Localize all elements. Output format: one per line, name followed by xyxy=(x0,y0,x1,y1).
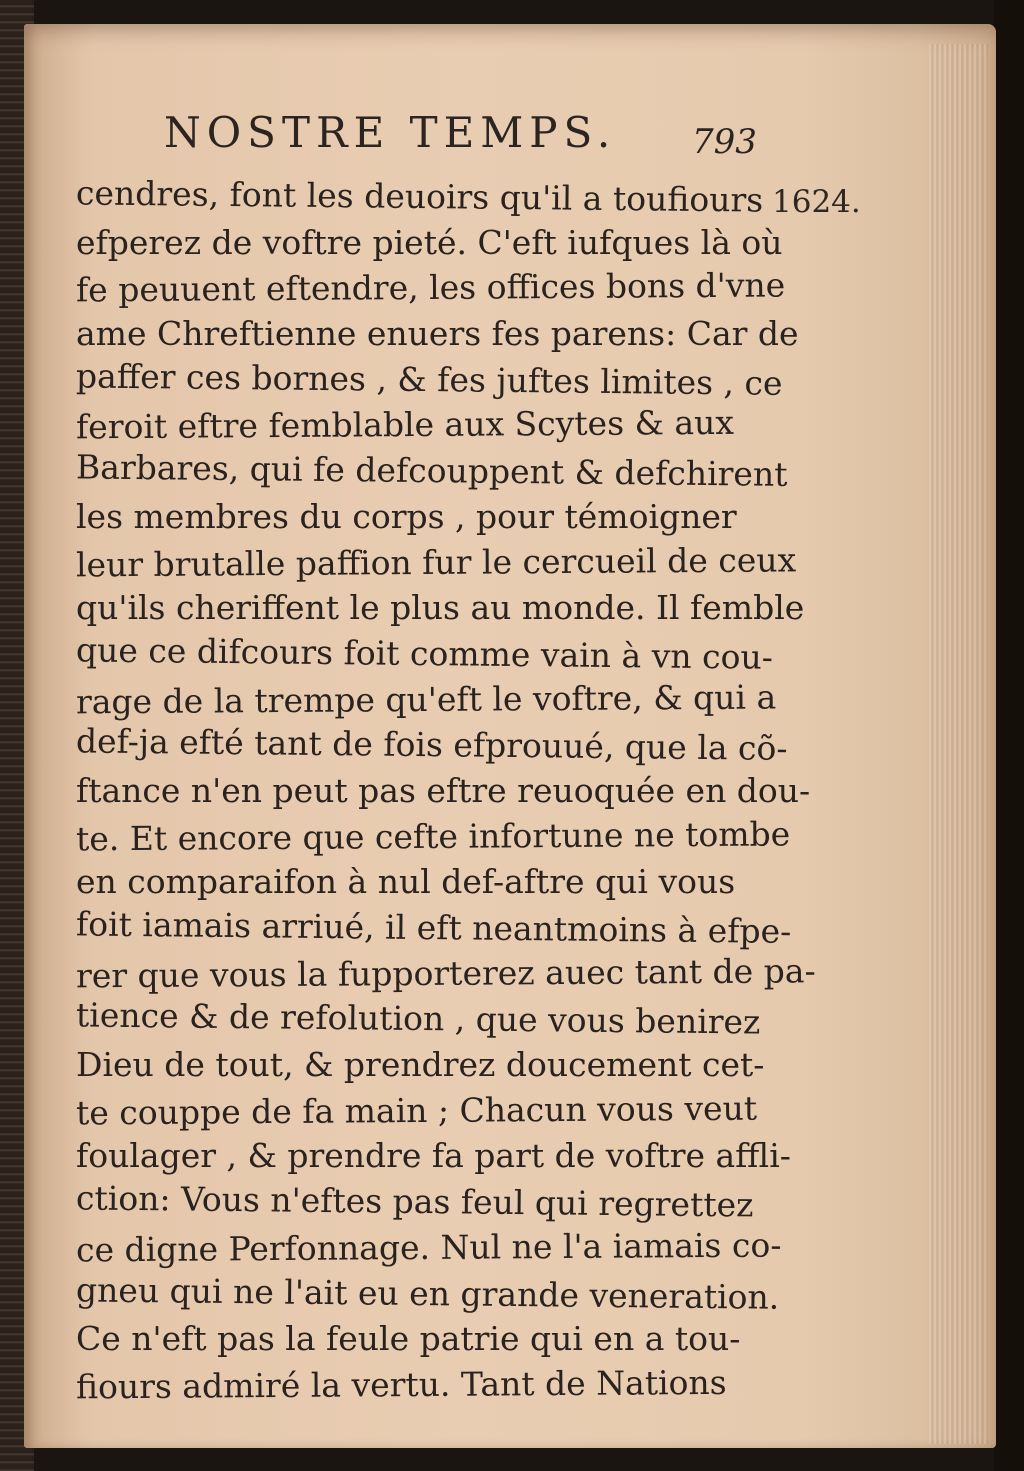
page-number: 793 xyxy=(692,122,757,162)
running-title: NOSTRE TEMPS. xyxy=(164,108,617,157)
text-line: te couppe de fa main ; Chacun vous veut xyxy=(75,1088,758,1133)
text-line: en comparaifon à nul def-aftre qui vous xyxy=(76,862,736,902)
text-line: foit iamais arriué, il eft neantmoins à efpe- xyxy=(75,904,792,951)
text-line: efperez de voftre pieté. C'eft iufques là où xyxy=(76,222,783,262)
text-line: ame Chreftienne enuers fes parens: Car de xyxy=(76,314,799,354)
book-fore-edge-right xyxy=(994,0,1024,1471)
text-line: feroit eftre femblable aux Scytes & aux xyxy=(75,403,735,447)
text-line: Dieu de tout, & prendrez doucement cet- xyxy=(76,1045,765,1085)
text-line: cendres, font les deuoirs qu'il a toufiours xyxy=(75,173,764,220)
text-line: que ce difcours foit comme vain à vn cou- xyxy=(75,630,774,677)
text-line: gneu qui ne l'ait eu en grande veneration. xyxy=(75,1269,780,1317)
text-line: leur brutalle paffion fur le cercueil de ceux xyxy=(75,539,797,584)
text-line: ce digne Perfonnage. Nul ne l'a iamais co- xyxy=(75,1225,782,1270)
text-line: te. Et encore que cefte infortune ne tombe xyxy=(75,814,791,859)
margin-year-note: 1624. xyxy=(772,184,861,220)
page-paper xyxy=(24,24,996,1448)
text-line: tience & de refolution , que vous benirez xyxy=(75,995,761,1042)
text-line: ftance n'en peut pas eftre reuoquée en dou- xyxy=(76,770,811,810)
text-line: fiours admiré la vertu. Tant de Nations xyxy=(75,1362,727,1407)
text-line: ction: Vous n'eftes pas feul qui regrettez xyxy=(75,1178,754,1225)
text-line: paffer ces bornes , & fes juftes limites , ce xyxy=(75,356,783,403)
text-line: rer que vous la fupporterez auec tant de pa- xyxy=(75,950,816,996)
text-line: foulager , & prendre fa part de voftre affli- xyxy=(76,1136,791,1176)
page-header xyxy=(164,108,764,162)
text-line: qu'ils cheriffent le plus au monde. Il femble xyxy=(76,588,805,628)
text-line: def-ja efté tant de fois efprouué, que la cõ- xyxy=(75,721,788,769)
text-line: Barbares, qui fe defcouppent & defchirent xyxy=(75,447,788,494)
text-line: rage de la trempe qu'eft le voftre, & qui a xyxy=(75,677,777,721)
text-line: les membres du corps , pour témoigner xyxy=(76,496,737,536)
body-text xyxy=(75,173,816,1408)
text-line: Ce n'eft pas la feule patrie qui en a tou- xyxy=(76,1319,741,1359)
text-line: fe peuuent eftendre, les offices bons d'vne xyxy=(75,265,786,310)
